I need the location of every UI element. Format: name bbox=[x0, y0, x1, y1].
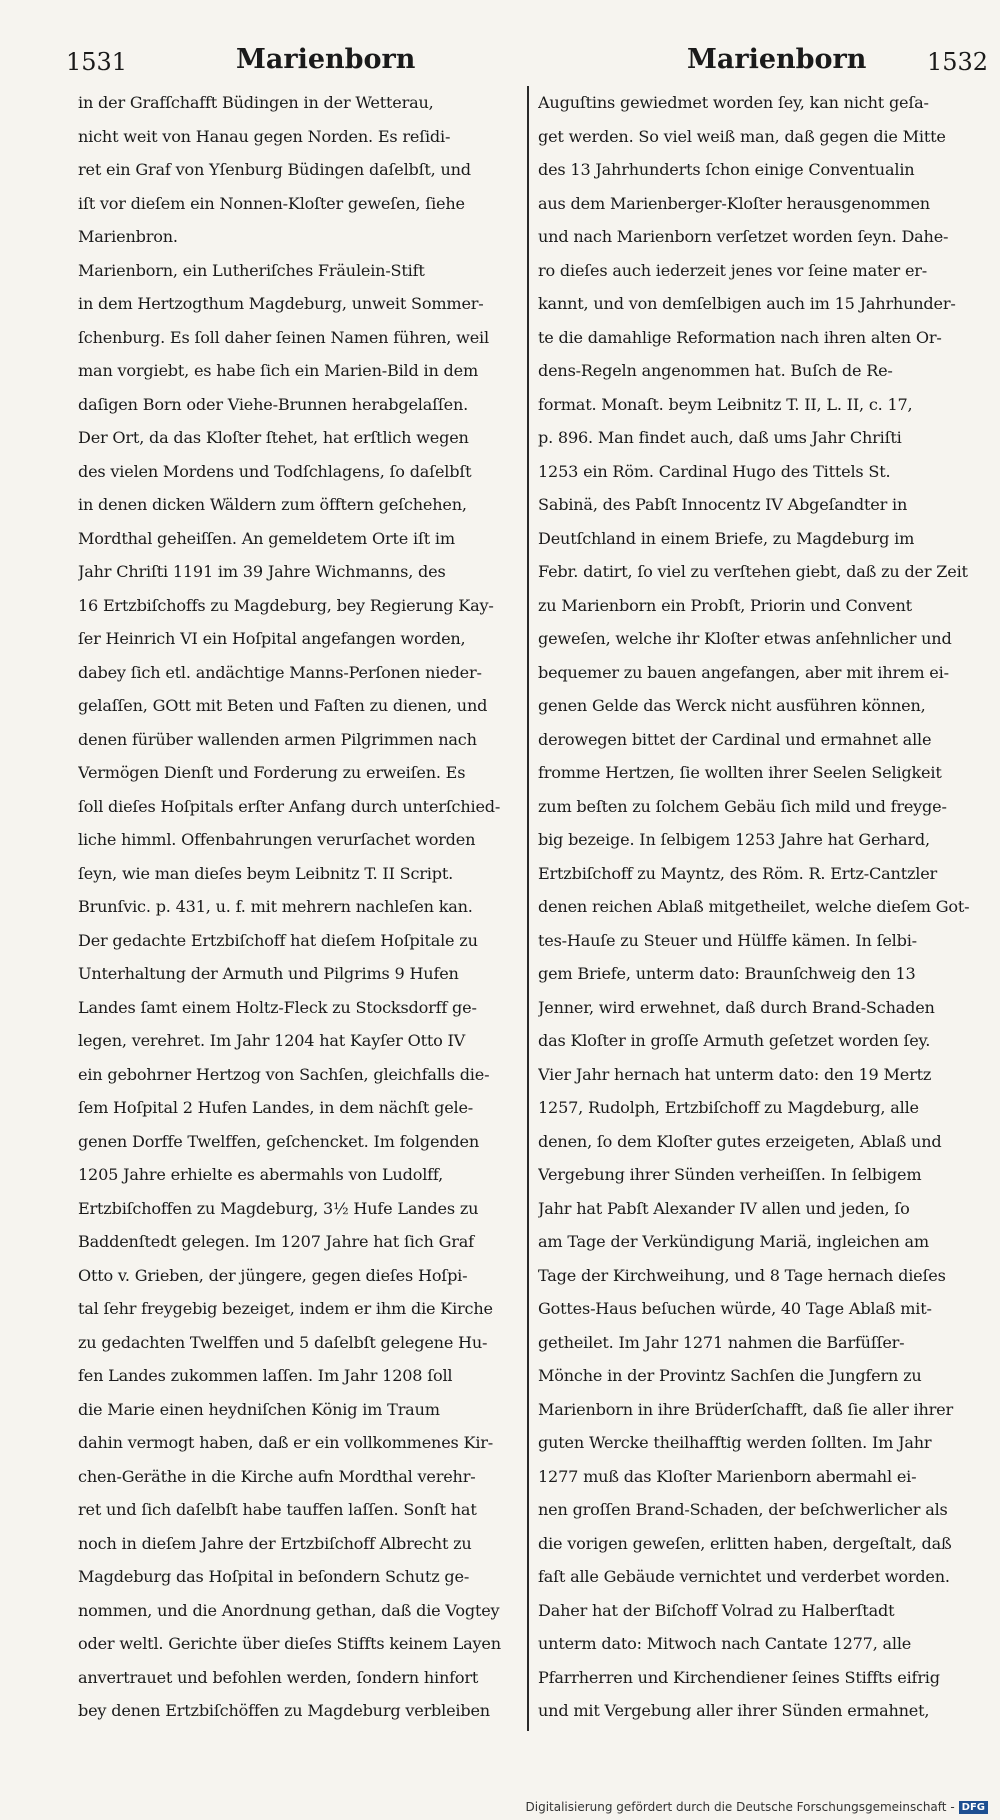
right-column-text-line: Marienborn in ihre Brüderſchafft, daß ſie aller ihrer bbox=[538, 1399, 953, 1419]
left-column-text-line: nicht weit von Hanau gegen Norden. Es reſidi- bbox=[78, 126, 451, 146]
left-column-text-line: in denen dicken Wäldern zum öfftern geſchehen, bbox=[78, 495, 467, 514]
right-column-text-line: 1277 muß das Kloſter Marienborn abermahl ei- bbox=[538, 1466, 917, 1486]
right-column-text-line: Jenner, wird erwehnet, daß durch Brand-Schaden bbox=[538, 997, 935, 1017]
left-column-text-line: ſem Hoſpital 2 Hufen Landes, in dem nächſt gele- bbox=[78, 1098, 474, 1117]
left-column-text-line: Unterhaltung der Armuth und Pilgrims 9 Hufen bbox=[78, 964, 459, 983]
left-column-text-line: ret und ſich daſelbſt habe tauffen laſſen. Sonſt hat bbox=[78, 1500, 477, 1519]
left-column-text-line: Marienbron. bbox=[78, 227, 178, 246]
right-column-text-line: Ertzbiſchoff zu Mayntz, des Röm. R. Ertz-Cantzler bbox=[538, 863, 938, 883]
right-column-text-line: die vorigen geweſen, erlitten haben, dergeſtalt, daß bbox=[538, 1533, 952, 1553]
left-column-text-line: Brunſvic. p. 431, u. f. mit mehrern nachleſen kan. bbox=[78, 897, 473, 916]
right-text-column bbox=[538, 86, 984, 1736]
right-column-text-line: des 13 Jahrhunderts ſchon einige Conventualin bbox=[538, 160, 915, 179]
left-column-text-line: chen-Geräthe in die Kirche aufn Mordthal verehr- bbox=[78, 1466, 476, 1486]
right-column-text-line: geweſen, welche ihr Kloſter etwas anſehnlicher und bbox=[538, 629, 952, 648]
right-column-text-line: p. 896. Man findet auch, daß ums Jahr Chriſti bbox=[538, 428, 902, 447]
left-column-text-line: Baddenſtedt gelegen. Im 1207 Jahre hat ſich Graf bbox=[78, 1232, 474, 1251]
left-column-text-line: Landes ſamt einem Holtz-Fleck zu Stocksdorff ge- bbox=[78, 997, 477, 1017]
right-column-text-line: Deutſchland in einem Briefe, zu Magdeburg im bbox=[538, 528, 915, 548]
left-column-text-line: denen fürüber wallenden armen Pilgrimmen nach bbox=[78, 729, 477, 749]
left-column-text-line: fen Landes zukommen laſſen. Im Jahr 1208 ſoll bbox=[78, 1366, 453, 1385]
left-column-text-line: ſoll dieſes Hoſpitals erſter Anfang durch unterſchied- bbox=[78, 796, 501, 816]
digitization-credit bbox=[526, 1800, 989, 1814]
right-column-text-line: Febr. datirt, ſo viel zu verſtehen giebt, daß zu der Zeit bbox=[538, 562, 968, 581]
right-column-text-line: und mit Vergebung aller ihrer Sünden ermahnet, bbox=[538, 1701, 930, 1720]
right-column-text-line: Sabinä, des Pabſt Innocentz IV Abgeſandter in bbox=[538, 495, 908, 514]
left-column-text-line: tal ſehr freygebig bezeiget, indem er ihm die Kirche bbox=[78, 1299, 493, 1318]
right-column-text-line: zu Marienborn ein Probſt, Priorin und Convent bbox=[538, 595, 912, 615]
right-column-text-line: aus dem Marienberger-Kloſter herausgenommen bbox=[538, 193, 930, 213]
right-column-text-line: bequemer zu bauen angefangen, aber mit ihrem ei- bbox=[538, 662, 949, 682]
right-column-text-line: getheilet. Im Jahr 1271 nahmen die Barfüſſer- bbox=[538, 1332, 905, 1352]
right-column-text-line: ro dieſes auch iederzeit jenes vor ſeine mater er- bbox=[538, 260, 928, 280]
right-column-text-line: genen Gelde das Werck nicht ausführen können, bbox=[538, 696, 926, 715]
left-column-text-line: Vermögen Dienſt und Forderung zu erweiſen. Es bbox=[78, 763, 466, 782]
right-column-text-line: faſt alle Gebäude vernichtet und verderbet worden. bbox=[538, 1567, 950, 1586]
left-column-text-line: gelaſſen, GOtt mit Beten und Faſten zu dienen, und bbox=[78, 696, 488, 715]
right-column-text-line: format. Monaſt. beym Leibnitz T. II, L. II, c. 17, bbox=[538, 394, 913, 414]
dfg-logo-icon: DFG bbox=[959, 1801, 988, 1814]
right-column-text-line: Tage der Kirchweihung, und 8 Tage hernach dieſes bbox=[538, 1265, 946, 1285]
right-column-text-line: am Tage der Verkündigung Mariä, ingleichen am bbox=[538, 1232, 929, 1251]
right-column-text-line: 1253 ein Röm. Cardinal Hugo des Tittels St. bbox=[538, 461, 891, 481]
right-column-text-line: Vergebung ihrer Sünden verheiſſen. In ſelbigem bbox=[538, 1165, 922, 1184]
left-text-column bbox=[78, 86, 519, 1736]
left-column-text-line: Der Ort, da das Kloſter ſtehet, hat erſtlich wegen bbox=[78, 428, 469, 447]
left-column-text-line: 16 Ertzbiſchoffs zu Magdeburg, bey Regierung Kay- bbox=[78, 595, 494, 615]
right-column-text-line: Daher hat der Biſchoff Volrad zu Halberſtadt bbox=[538, 1600, 895, 1620]
right-column-text-line: Gottes-Haus beſuchen würde, 40 Tage Ablaß mit- bbox=[538, 1299, 932, 1318]
right-column-text-line bbox=[538, 1728, 984, 1737]
page-number-left: 1531 bbox=[66, 48, 128, 76]
left-column-text-line: bey denen Ertzbiſchöffen zu Magdeburg verbleiben bbox=[78, 1701, 490, 1720]
left-column-text-line: ſer Heinrich VI ein Hoſpital angefangen worden, bbox=[78, 629, 466, 648]
left-column-text-line: in dem Hertzogthum Magdeburg, unweit Sommer- bbox=[78, 294, 484, 313]
right-column-text-line: denen, ſo dem Kloſter gutes erzeigeten, Ablaß und bbox=[538, 1131, 942, 1151]
right-column-text-line: guten Wercke theilhafftig werden ſollten. Im Jahr bbox=[538, 1433, 932, 1452]
left-column-text-line: iſt vor dieſem ein Nonnen-Kloſter geweſen, ſiehe bbox=[78, 193, 465, 213]
right-column-text-line: Mönche in der Provintz Sachſen die Jungfern zu bbox=[538, 1366, 922, 1385]
right-column-text-line: big bezeige. In ſelbigem 1253 Jahre hat Gerhard, bbox=[538, 830, 930, 849]
right-column-text-line: tes-Hauſe zu Steuer und Hülffe kämen. In ſelbi- bbox=[538, 930, 917, 950]
left-column-text-line: ret ein Graf von Yſenburg Büdingen daſelbſt, und bbox=[78, 160, 471, 179]
credit-text: Digitalisierung gefördert durch die Deutsche Forschungsgemeinschaft - bbox=[525, 1800, 955, 1814]
right-column-text-line: te die damahlige Reformation nach ihren alten Or- bbox=[538, 327, 942, 347]
left-column-text-line: dabey ſich etl. andächtige Manns-Perſonen nieder- bbox=[78, 662, 482, 682]
page-header bbox=[66, 42, 989, 82]
running-title-right: Marienborn bbox=[687, 44, 867, 75]
left-column-text-line: man vorgiebt, es habe ſich ein Marien-Bild in dem bbox=[78, 361, 479, 380]
left-column-text-line: Marienborn, ein Lutheriſches Fräulein-Stift bbox=[78, 260, 425, 280]
left-column-text-line: 1205 Jahre erhielte es abermahls von Ludolff, bbox=[78, 1165, 443, 1184]
left-column-text-line: die Marie einen heydniſchen König im Traum bbox=[78, 1399, 440, 1419]
right-column-text-line: unterm dato: Mitwoch nach Cantate 1277, alle bbox=[538, 1634, 912, 1653]
right-column-text-line: und nach Marienborn verſetzet worden ſeyn. Dahe- bbox=[538, 227, 949, 246]
left-column-text-line: daſigen Born oder Viehe-Brunnen herabgelaſſen. bbox=[78, 394, 469, 414]
left-column-text-line: Ertzbiſchoffen zu Magdeburg, 3½ Hufe Landes zu bbox=[78, 1198, 479, 1218]
left-column-text-line: Der gedachte Ertzbiſchoff hat dieſem Hoſpitale zu bbox=[78, 930, 478, 950]
running-title-left: Marienborn bbox=[236, 44, 416, 75]
left-column-text-line: des vielen Mordens und Todſchlagens, ſo daſelbſt bbox=[78, 461, 472, 481]
right-column-text-line: das Kloſter in groſſe Armuth geſetzet worden ſey. bbox=[538, 1031, 931, 1050]
page-number-right: 1532 bbox=[927, 48, 989, 76]
column-divider bbox=[527, 86, 529, 1731]
left-column-text-line: zu gedachten Twelffen und 5 daſelbſt gelegene Hu- bbox=[78, 1332, 488, 1352]
left-column-text-line: genen Dorffe Twelffen, geſchencket. Im folgenden bbox=[78, 1131, 480, 1151]
left-column-text-line: ſeyn, wie man dieſes beym Leibnitz T. II Script. bbox=[78, 863, 454, 883]
left-column-text-line: ein gebohrner Hertzog von Sachſen, gleichfalls die- bbox=[78, 1064, 490, 1084]
left-column-text-line: Otto v. Grieben, der jüngere, gegen dieſes Hoſpi- bbox=[78, 1265, 468, 1285]
left-column-text-line: Magdeburg das Hoſpital in beſondern Schutz ge- bbox=[78, 1567, 470, 1586]
right-column-text-line: gem Briefe, unterm dato: Braunſchweig den 13 bbox=[538, 964, 916, 983]
left-column-text-line: oder weltl. Gerichte über dieſes Stiffts keinem Layen bbox=[78, 1634, 501, 1653]
left-column-text-line: in der Grafſchafft Büdingen in der Wetterau, bbox=[78, 93, 434, 112]
left-column-text-line bbox=[78, 1728, 519, 1737]
right-column-text-line: Pfarrherren und Kirchendiener ſeines Stiffts eifrig bbox=[538, 1667, 940, 1687]
left-column-text-line: dahin vermogt haben, daß er ein vollkommenes Kir- bbox=[78, 1433, 493, 1452]
left-column-text-line: noch in dieſem Jahre der Ertzbiſchoff Albrecht zu bbox=[78, 1533, 472, 1553]
right-column-text-line: dens-Regeln angenommen hat. Buſch de Re- bbox=[538, 361, 893, 380]
left-column-text-line: Mordthal geheiſſen. An gemeldetem Orte iſt im bbox=[78, 528, 455, 548]
right-column-text-line: nen groſſen Brand-Schaden, der beſchwerlicher als bbox=[538, 1500, 948, 1519]
right-column-text-line: Jahr hat Pabſt Alexander IV allen und jeden, ſo bbox=[538, 1198, 910, 1218]
left-column-text-line: anvertrauet und befohlen werden, ſondern hinfort bbox=[78, 1667, 479, 1687]
left-column-text-line: liche himml. Offenbahrungen verurſachet worden bbox=[78, 830, 476, 849]
right-column-text-line: zum beſten zu ſolchem Gebäu ſich mild und freyge- bbox=[538, 796, 947, 816]
left-column-text-line: legen, verehret. Im Jahr 1204 hat Kayſer Otto IV bbox=[78, 1031, 466, 1050]
left-column-text-line: nommen, und die Anordnung gethan, daß die Vogtey bbox=[78, 1600, 500, 1620]
right-column-text-line: get werden. So viel weiß man, daß gegen die Mitte bbox=[538, 126, 946, 146]
right-column-text-line: denen reichen Ablaß mitgetheilet, welche dieſem Got- bbox=[538, 897, 970, 916]
left-column-text-line: ſchenburg. Es ſoll daher ſeinen Namen führen, weil bbox=[78, 327, 489, 347]
right-column-text-line: fromme Hertzen, ſie wollten ihrer Seelen Seligkeit bbox=[538, 763, 942, 782]
right-column-text-line: derowegen bittet der Cardinal und ermahnet alle bbox=[538, 729, 932, 749]
right-column-text-line: 1257, Rudolph, Ertzbiſchoff zu Magdeburg, alle bbox=[538, 1098, 919, 1117]
right-column-text-line: Vier Jahr hernach hat unterm dato: den 19 Mertz bbox=[538, 1064, 932, 1084]
left-column-text-line: Jahr Chriſti 1191 im 39 Jahre Wichmanns, des bbox=[78, 562, 446, 581]
right-column-text-line: Auguſtins gewiedmet worden ſey, kan nicht geſa- bbox=[538, 93, 929, 112]
right-column-text-line: kannt, und von demſelbigen auch im 15 Jahrhunder- bbox=[538, 294, 956, 313]
